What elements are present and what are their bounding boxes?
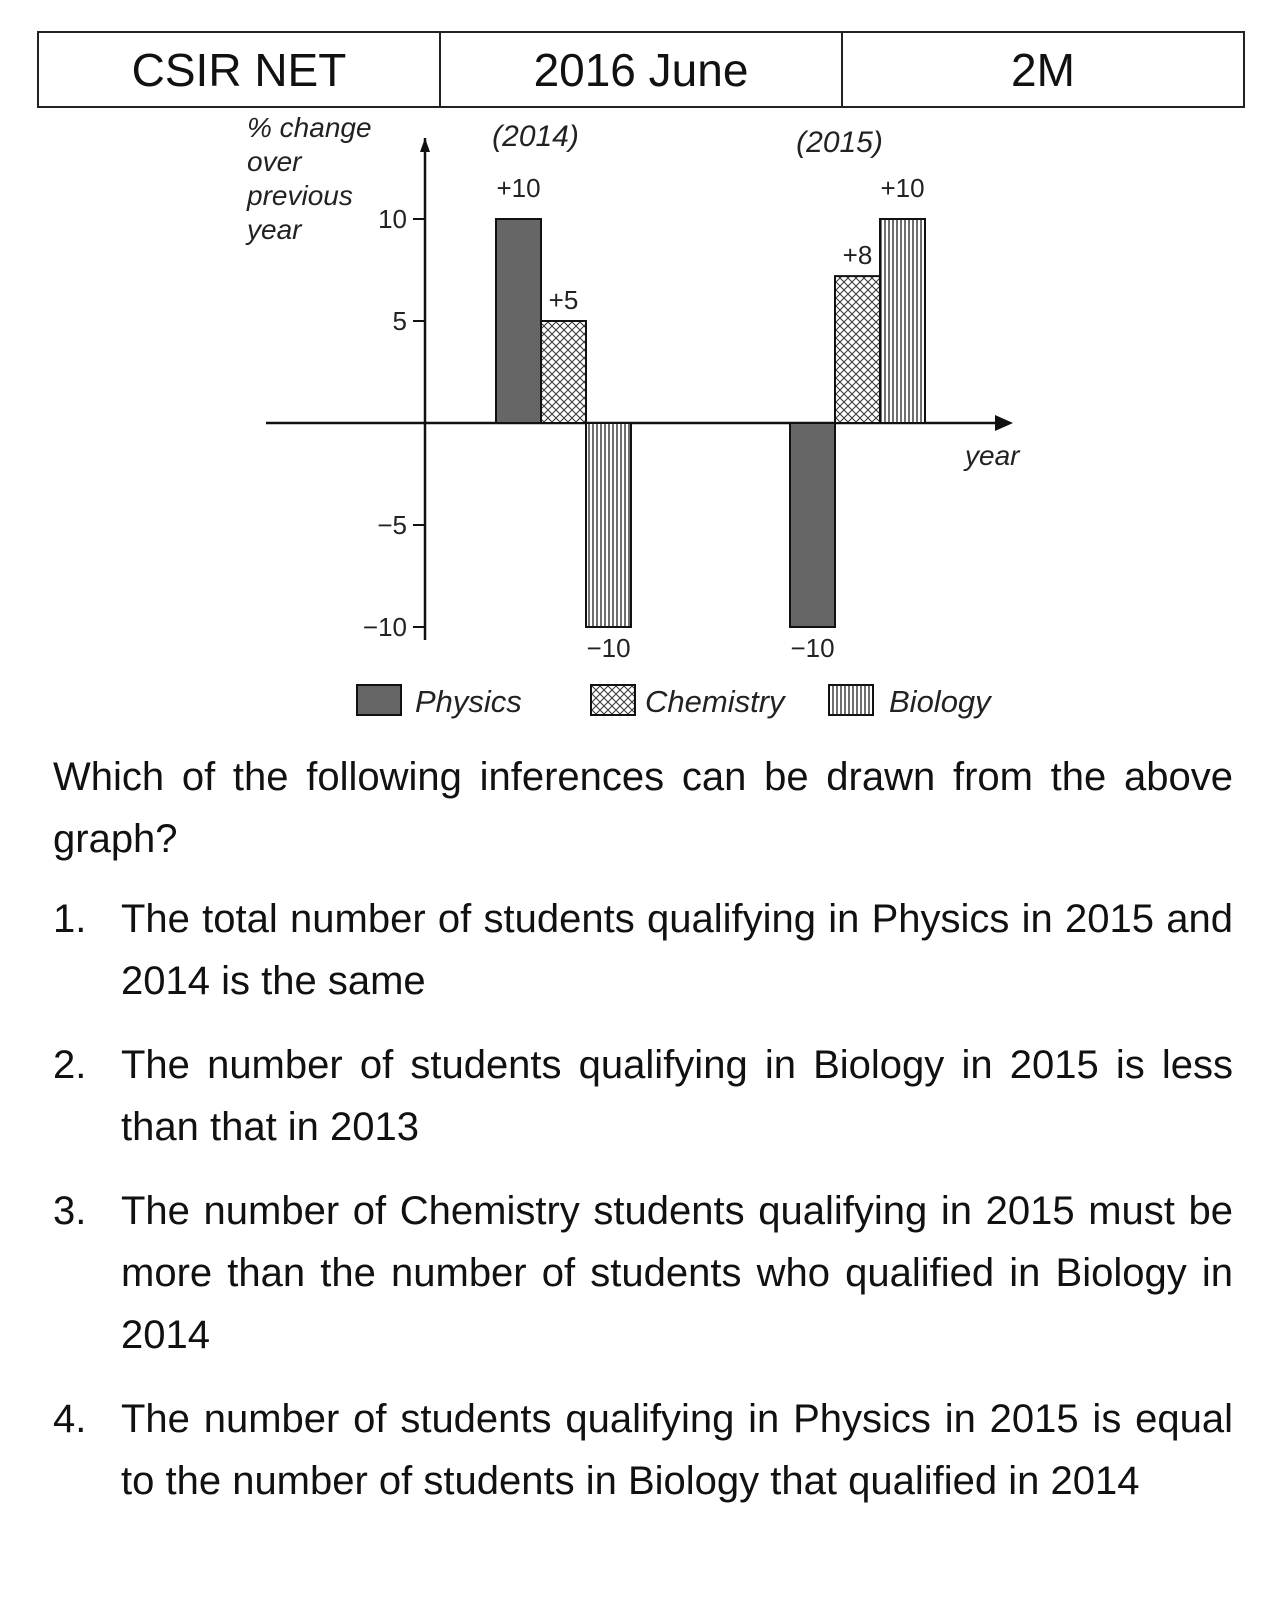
y-axis-label: over [247,146,302,177]
options-list [53,888,1233,1534]
y-axis-label: year [247,214,302,245]
legend-swatch-biology [829,685,873,715]
bar-chart [0,110,1280,750]
data-label: −10 [586,633,631,663]
data-label: +8 [842,240,873,271]
bar-chemistry [541,321,586,423]
option-number: 3. [53,1189,87,1233]
y-tick-label: −10 [362,612,407,642]
option-text: The number of students qualifying in Biology in 2015 is less than that in 2013 [121,1043,1233,1149]
y-tick-label: 5 [392,306,407,336]
y-tick-label: 10 [378,204,407,234]
option-4 [53,1388,1233,1512]
exam-name: CSIR NET [38,32,440,107]
bar-physics [790,423,835,627]
data-label: +5 [548,285,579,315]
option-1 [53,888,1233,1012]
legend [357,684,993,719]
y-axis-label: previous [247,180,353,211]
header-table [37,31,1245,108]
bar-biology [880,219,925,423]
marks: 2M [842,32,1244,107]
legend-swatch-physics [357,685,401,715]
legend-label: Chemistry [645,684,785,719]
legend-swatch-chemistry [591,685,635,715]
data-label: +10 [496,173,541,203]
question-text: Which of the following inferences can be drawn from the above graph? [53,755,1233,861]
option-text: The number of Chemistry students qualifying in 2015 must be more than the number of students who qualified in Biology in 2014 [121,1189,1233,1357]
category-label: (2014) [492,120,579,153]
option-2 [53,1034,1233,1158]
exam-session: 2016 June [440,32,842,107]
option-text: The number of students qualifying in Physics in 2015 is equal to the number of students in Biology that qualified in 2014 [121,1397,1233,1503]
legend-label: Physics [415,684,522,719]
bar-biology [586,423,631,627]
legend-label: Biology [889,684,991,719]
x-axis-label: year [965,440,1020,471]
y-tick-label: −5 [377,510,407,540]
option-number: 4. [53,1397,87,1441]
category-label: (2015) [796,126,883,159]
option-number: 2. [53,1043,87,1087]
bar-physics [496,219,541,423]
x-axis-arrow-icon [995,415,1013,431]
option-number: 1. [53,897,87,941]
option-text: The total number of students qualifying in Physics in 2015 and 2014 is the same [121,897,1233,1003]
y-axis-label: % change [247,112,372,143]
option-3 [53,1180,1233,1366]
data-label: −10 [790,633,835,663]
data-label: +10 [880,173,925,203]
bar-chemistry [835,276,880,423]
